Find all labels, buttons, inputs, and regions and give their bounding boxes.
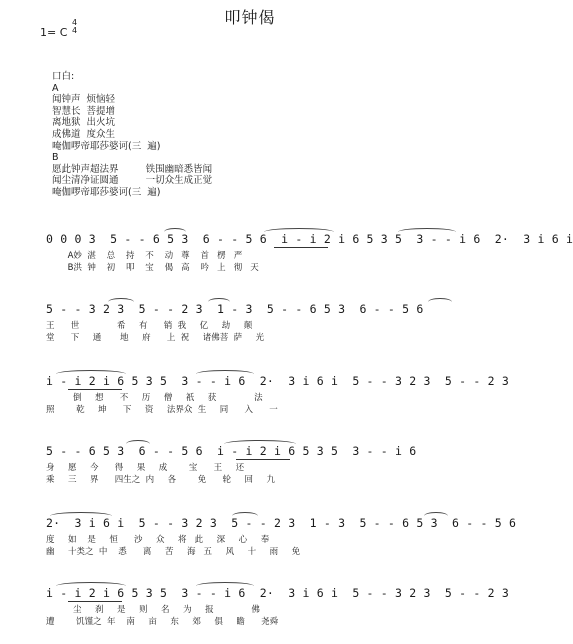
slur-mark xyxy=(56,370,126,374)
slur-mark xyxy=(108,298,134,302)
slur-mark xyxy=(196,582,254,586)
slur-mark xyxy=(126,440,150,444)
prose-line: 愿此钟声超法界 铁围幽暗悉皆闻 xyxy=(52,163,213,175)
slur-mark xyxy=(196,370,254,374)
notation-line: 5 - - 6 5 3 6 - - 5 6 i - i 2 i 6 5 3 5 3 - - i 6 xyxy=(46,444,417,458)
lyric-line-a: 度 如 是 恒 沙 众 将 此 深 心 奉 xyxy=(46,535,270,545)
lyric-line-b: 乘 三 界 四生之 内 各 免 轮 回 九 xyxy=(46,475,275,485)
lyric-line-a: 王 世 希 有 销 我 亿 劫 颠 xyxy=(46,321,253,331)
prose-line: A xyxy=(52,82,59,94)
prose-line: 唵伽啰帝耶莎婆诃(三 遍) xyxy=(52,186,161,198)
lyric-line-a: 尘 刹 是 则 名 为 报 佛 xyxy=(46,605,260,615)
lyric-line-a: 身 愿 今 得 果 成 宝 王 还 xyxy=(46,463,245,473)
prose-line: 离地狱 出火坑 xyxy=(52,117,116,129)
prose-line: 闻钟声 烦恼轻 xyxy=(52,94,116,106)
lyric-line-b: 堂 下 通 地 府 上 祝 诸佛菩 萨 光 xyxy=(46,333,265,343)
slur-mark xyxy=(50,512,112,516)
slur-mark xyxy=(164,228,186,232)
notation-line: 5 - - 3 2 3 5 - - 2 3 1 - 3 5 - - 6 5 3 6 - - 5 6 xyxy=(46,302,424,316)
prose-line: 智慧长 菩提增 xyxy=(52,105,116,117)
lyric-line-b: 幽 十类之 中 悉 离 苦 海 五 风 十 雨 免 xyxy=(46,547,301,557)
spoken-prelude xyxy=(52,71,212,199)
score-row-1 xyxy=(46,232,573,290)
beam-underline xyxy=(68,601,122,602)
slur-mark xyxy=(398,228,456,232)
beam-underline xyxy=(236,459,290,460)
score-row-4 xyxy=(46,444,460,502)
song-title: 叩钟偈 xyxy=(224,8,276,27)
lyric-line-b: 照 乾 坤 下 资 法界众 生 同 入 一 xyxy=(46,405,278,415)
beam-underline xyxy=(68,389,122,390)
lyric-line-b: 遭 饥馑之 年 南 亩 东 郊 俱 瞻 尧舜 xyxy=(46,617,279,627)
prose-line: 口白: xyxy=(52,71,75,82)
notation-line: i - i 2 i 6 5 3 5 3 - - i 6 2· 3 i 6 i 5 - - 3 2 3 5 - - 2 3 xyxy=(46,586,510,600)
slur-mark xyxy=(224,440,296,444)
time-signature xyxy=(72,19,77,35)
notation-line: i - i 2 i 6 5 3 5 3 - - i 6 2· 3 i 6 i 5 - - 3 2 3 5 - - 2 3 xyxy=(46,374,510,388)
prose-line: 成佛道 度众生 xyxy=(52,128,116,140)
prose-line: B xyxy=(52,152,59,164)
score-row-5 xyxy=(46,516,517,574)
lyric-line-b: B洪 钟 初 叩 宝 偈 高 吟 上 彻 天 xyxy=(46,263,259,273)
prose-line: 唵伽啰帝耶莎婆诃(三 遍) xyxy=(52,140,161,152)
slur-mark xyxy=(428,298,452,302)
key-signature: 1= C xyxy=(40,26,68,39)
lyric-line-a: A妙 湛 总 持 不 动 尊 首 楞 严 xyxy=(46,251,243,261)
slur-mark xyxy=(424,512,448,516)
score-row-3 xyxy=(46,374,510,432)
prose-line: 闻尘清净证圆通 一切众生成正觉 xyxy=(52,175,213,187)
slur-mark xyxy=(208,298,230,302)
score-row-6 xyxy=(46,586,510,644)
score-row-2 xyxy=(46,302,460,360)
slur-mark xyxy=(56,582,126,586)
notation-line: 2· 3 i 6 i 5 - - 3 2 3 5 - - 2 3 1 - 3 5 - - 6 5 3 6 - - 5 6 xyxy=(46,516,517,530)
slur-mark xyxy=(232,512,258,516)
beam-underline xyxy=(274,247,328,248)
slur-mark xyxy=(264,228,334,232)
time-signature-top: 4 xyxy=(72,18,78,27)
notation-line: 0 0 0 3 5 - - 6 5 3 6 - - 5 6 i - i 2 i 6 5 3 5 3 - - i 6 2· 3 i 6 i xyxy=(46,232,573,246)
lyric-line-a: 倒 想 不 历 僧 祇 获 法 xyxy=(46,393,263,403)
time-signature-bottom: 4 xyxy=(72,26,78,35)
